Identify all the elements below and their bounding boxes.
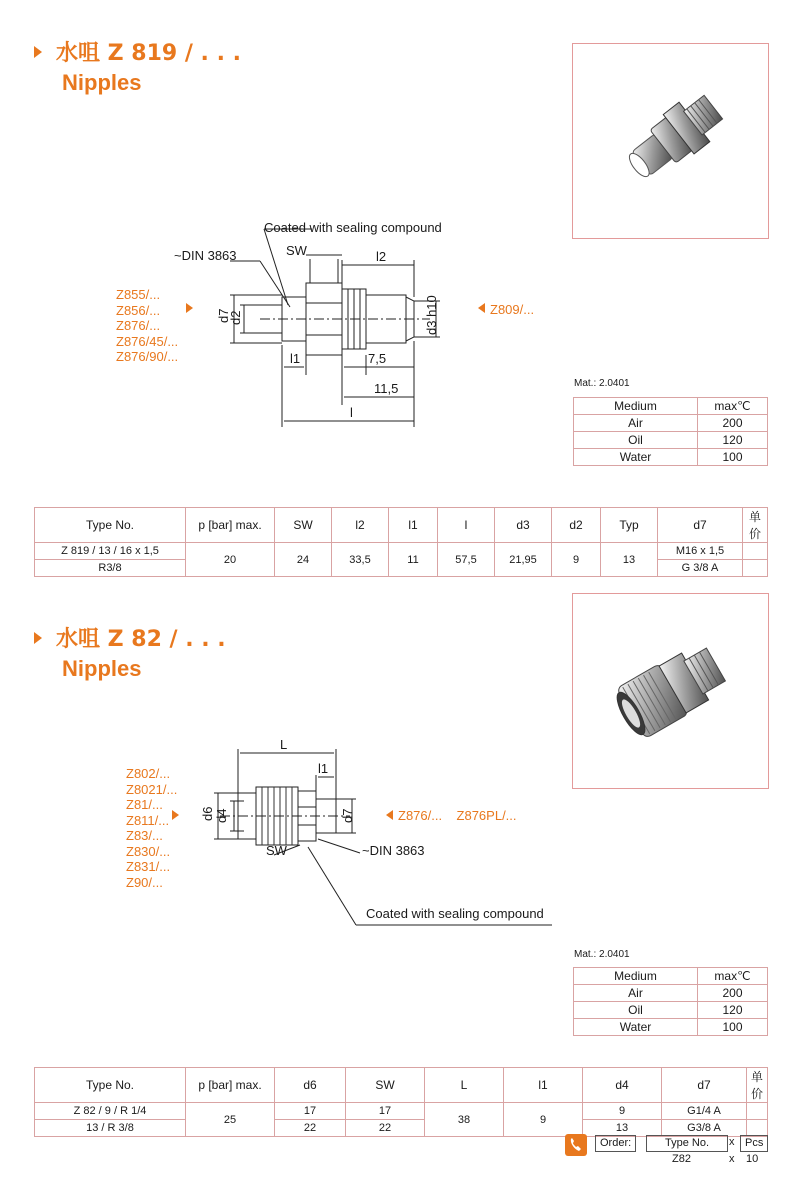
nipple-z82-image [573,594,768,788]
compatible-right-2: Z876/... Z876PL/... [398,808,517,823]
maxc-header: max℃ [698,398,768,415]
coated-label-2: Coated with sealing compound [366,906,544,921]
table-row: 13 / R 3/8 22 22 13 G3/8 A [35,1120,768,1137]
medium-table-1 [573,397,768,466]
price-cell [743,543,768,560]
l2-label: l2 [376,249,387,264]
d6-label: d6 [200,806,215,821]
order-x-2: x [729,1153,735,1165]
list-item: Z876/45/... [116,333,179,349]
medium-table-2 [573,967,768,1036]
order-type-header: Type No. [646,1135,728,1152]
table-row: Z 819 / 13 / 16 x 1,5 20 24 33,5 11 57,5 21,95 9 13 M16 x 1,5 [35,543,768,560]
maxc-header: max℃ [698,968,768,985]
din-label-1: ~DIN 3863 [174,248,237,263]
material-label-1: Mat.: 2.0401 [574,378,630,389]
compatible-list-left-2 [126,766,177,890]
order-pcs-header: Pcs [740,1135,768,1152]
pointer-right-icon [172,810,179,820]
list-item: Z856/... [116,302,161,318]
table-row: Air 200 [574,985,768,1002]
medium-header: Medium [574,398,698,415]
list-item: Z831/... [126,859,171,874]
section1-subtitle: Nipples [62,70,142,95]
coated-label-1: Coated with sealing compound [264,220,442,235]
section2-subtitle: Nipples [62,656,142,681]
phone-order-icon [565,1134,587,1156]
sw-label-2: SW [266,843,287,858]
phone-icon [565,1134,587,1156]
l-label: l [350,405,353,420]
technical-drawing-z82 [200,735,560,935]
product-photo-z82 [572,593,769,789]
nipple-z819-image [573,44,768,238]
section-arrow-icon [34,632,42,644]
list-item: Z876/90/... [116,349,179,364]
section-arrow-icon [34,46,42,58]
spec-table-z82 [34,1067,768,1137]
L-label: L [280,737,288,752]
table-row: Oil 120 [574,432,768,449]
section2-title: 水咀 Z 82 / . . . [34,626,226,654]
d4-label: d4 [214,808,229,823]
material-label-2: Mat.: 2.0401 [574,949,630,960]
l1-label-1: l1 [290,351,301,366]
pointer-right-icon [186,303,193,313]
spec-table-z819 [34,507,768,577]
d7-label-1: d7 [216,308,231,323]
pointer-left-icon [478,303,485,313]
list-item: Z876/... [116,318,161,333]
list-item: Z811/... [126,812,170,828]
din-label-2: ~DIN 3863 [362,843,425,858]
pointer-left-icon [386,810,393,820]
table-row: Air 200 [574,415,768,432]
order-qty-value: 10 [746,1153,759,1165]
table-row: Z 82 / 9 / R 1/4 25 17 17 38 9 9 G1/4 A [35,1103,768,1120]
d3-label: d3 h10 [424,295,439,335]
d2-label: d2 [228,310,243,325]
dim-7-5-label: 7,5 [368,351,387,366]
price-cell [747,1103,768,1120]
table-row: Water 100 [574,1019,768,1036]
list-item: Z855/... [116,287,161,302]
table-header-row: Type No. p [bar] max. d6 SW L l1 d4 d7 单 价 [35,1068,768,1103]
list-item: Z802/... [126,766,171,781]
list-item: Z830/... [126,843,171,859]
table-header-row: Type No. p [bar] max. SW l2 l1 l d3 d2 Typ d7 单 价 [35,508,768,543]
price-cell [743,560,768,577]
list-item: Z8021/... [126,781,178,797]
d7-label-2: d7 [340,808,355,823]
section1-title: 水咀 Z 819 / . . . [34,40,241,68]
compatible-right-1: Z809/... [490,302,535,317]
l1-label-2: l1 [318,761,329,776]
dim-11-5-label: 11,5 [374,381,399,396]
technical-drawing-z819 [174,215,480,435]
compatible-list-left-1 [116,287,178,365]
table-row: R3/8 G 3/8 A [35,560,768,577]
list-item: Z81/... [126,797,163,812]
sw-label-1: SW [286,243,307,258]
table-row: Oil 120 [574,1002,768,1019]
list-item: Z90/... [126,874,163,890]
order-label: Order: [595,1135,636,1152]
list-item: Z83/... [126,828,163,843]
order-type-value: Z82 [672,1153,691,1165]
medium-header: Medium [574,968,698,985]
table-row: Water 100 [574,449,768,466]
price-cell [747,1120,768,1137]
product-photo-z819 [572,43,769,239]
order-x-1: x [729,1136,735,1148]
